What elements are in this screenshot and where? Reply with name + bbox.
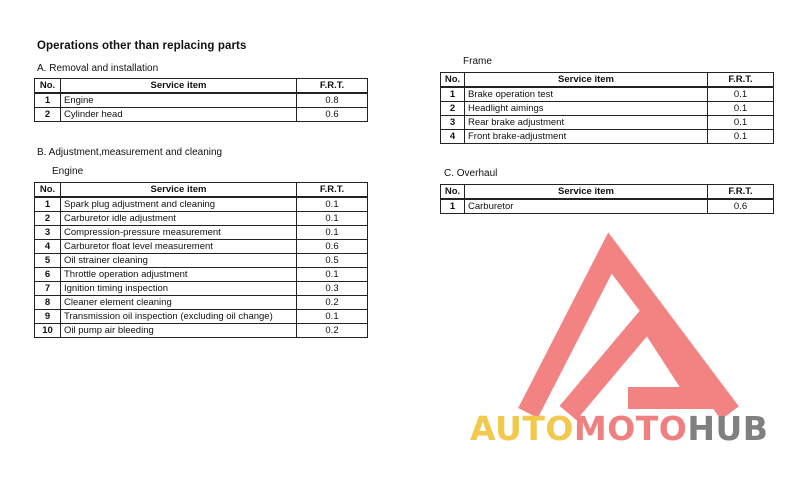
row-no: 8: [35, 296, 61, 310]
table-row: [35, 108, 368, 122]
row-no: 10: [35, 324, 61, 338]
frame-label: Frame: [463, 56, 492, 67]
header-service-item: Service item: [465, 185, 708, 200]
row-no: 2: [441, 102, 465, 116]
section-c-label: C. Overhaul: [444, 168, 498, 179]
row-frt: 0.1: [708, 102, 774, 116]
table-header-row: [441, 185, 774, 200]
table-row: [441, 199, 774, 214]
watermark-moto: MOTO: [573, 409, 688, 448]
header-no: No.: [35, 183, 61, 198]
row-frt: 0.1: [297, 310, 368, 324]
header-frt: F.R.T.: [297, 79, 368, 94]
row-no: 1: [441, 87, 465, 102]
row-no: 3: [441, 116, 465, 130]
row-item: Carburetor idle adjustment: [61, 212, 297, 226]
row-frt: 0.2: [297, 296, 368, 310]
row-item: Compression-pressure measurement: [61, 226, 297, 240]
row-item: Headlight aimings: [465, 102, 708, 116]
row-frt: 0.1: [297, 226, 368, 240]
header-no: No.: [441, 73, 465, 88]
table-row: [35, 296, 368, 310]
table-row: [441, 130, 774, 144]
removal-installation-table: [34, 78, 368, 122]
row-no: 1: [35, 197, 61, 212]
row-frt: 0.1: [297, 268, 368, 282]
row-frt: 0.1: [708, 116, 774, 130]
row-no: 4: [35, 240, 61, 254]
row-no: 4: [441, 130, 465, 144]
header-service-item: Service item: [465, 73, 708, 88]
table-row: [35, 212, 368, 226]
section-b-label: B. Adjustment,measurement and cleaning: [37, 147, 223, 158]
engine-adjustment-table: [34, 182, 368, 338]
row-no: 5: [35, 254, 61, 268]
table-row: [35, 268, 368, 282]
table-row: [35, 282, 368, 296]
row-frt: 0.1: [708, 87, 774, 102]
row-item: Engine: [61, 93, 297, 108]
row-no: 1: [35, 93, 61, 108]
row-no: 2: [35, 108, 61, 122]
row-item: Front brake-adjustment: [465, 130, 708, 144]
table-row: [35, 226, 368, 240]
overhaul-table: [440, 184, 774, 214]
row-no: 3: [35, 226, 61, 240]
row-frt: 0.6: [297, 240, 368, 254]
table-row: [35, 197, 368, 212]
header-service-item: Service item: [61, 183, 297, 198]
row-item: Throttle operation adjustment: [61, 268, 297, 282]
header-no: No.: [441, 185, 465, 200]
row-item: Transmission oil inspection (excluding oil change): [61, 310, 297, 324]
table-row: [35, 93, 368, 108]
header-frt: F.R.T.: [708, 73, 774, 88]
table-row: [35, 324, 368, 338]
engine-label: Engine: [52, 166, 84, 177]
row-item: Carburetor: [465, 199, 708, 214]
row-frt: 0.8: [297, 93, 368, 108]
row-no: 9: [35, 310, 61, 324]
header-frt: F.R.T.: [708, 185, 774, 200]
row-no: 1: [441, 199, 465, 214]
row-frt: 0.5: [297, 254, 368, 268]
row-item: Cylinder head: [61, 108, 297, 122]
header-no: No.: [35, 79, 61, 94]
frame-adjustment-table: [440, 72, 774, 144]
row-frt: 0.3: [297, 282, 368, 296]
row-frt: 0.1: [708, 130, 774, 144]
watermark-auto: AUTO: [470, 409, 574, 448]
row-no: 6: [35, 268, 61, 282]
table-header-row: [35, 183, 368, 198]
row-item: Carburetor float level measurement: [61, 240, 297, 254]
table-header-row: [35, 79, 368, 94]
row-item: Rear brake adjustment: [465, 116, 708, 130]
watermark-text: [470, 409, 768, 449]
row-no: 2: [35, 212, 61, 226]
watermark-hub: HUB: [687, 409, 769, 448]
section-a-label: A. Removal and installation: [37, 63, 159, 74]
row-item: Oil pump air bleeding: [61, 324, 297, 338]
row-item: Spark plug adjustment and cleaning: [61, 197, 297, 212]
row-item: Oil strainer cleaning: [61, 254, 297, 268]
row-frt: 0.6: [297, 108, 368, 122]
table-row: [441, 87, 774, 102]
row-frt: 0.6: [708, 199, 774, 214]
row-item: Brake operation test: [465, 87, 708, 102]
row-frt: 0.1: [297, 212, 368, 226]
row-item: Cleaner element cleaning: [61, 296, 297, 310]
row-item: Ignition timing inspection: [61, 282, 297, 296]
table-row: [35, 310, 368, 324]
row-frt: 0.2: [297, 324, 368, 338]
row-frt: 0.1: [297, 197, 368, 212]
table-row: [441, 116, 774, 130]
table-row: [441, 102, 774, 116]
row-no: 7: [35, 282, 61, 296]
page-title: Operations other than replacing parts: [37, 40, 247, 52]
header-frt: F.R.T.: [297, 183, 368, 198]
table-row: [35, 240, 368, 254]
table-header-row: [441, 73, 774, 88]
table-row: [35, 254, 368, 268]
header-service-item: Service item: [61, 79, 297, 94]
